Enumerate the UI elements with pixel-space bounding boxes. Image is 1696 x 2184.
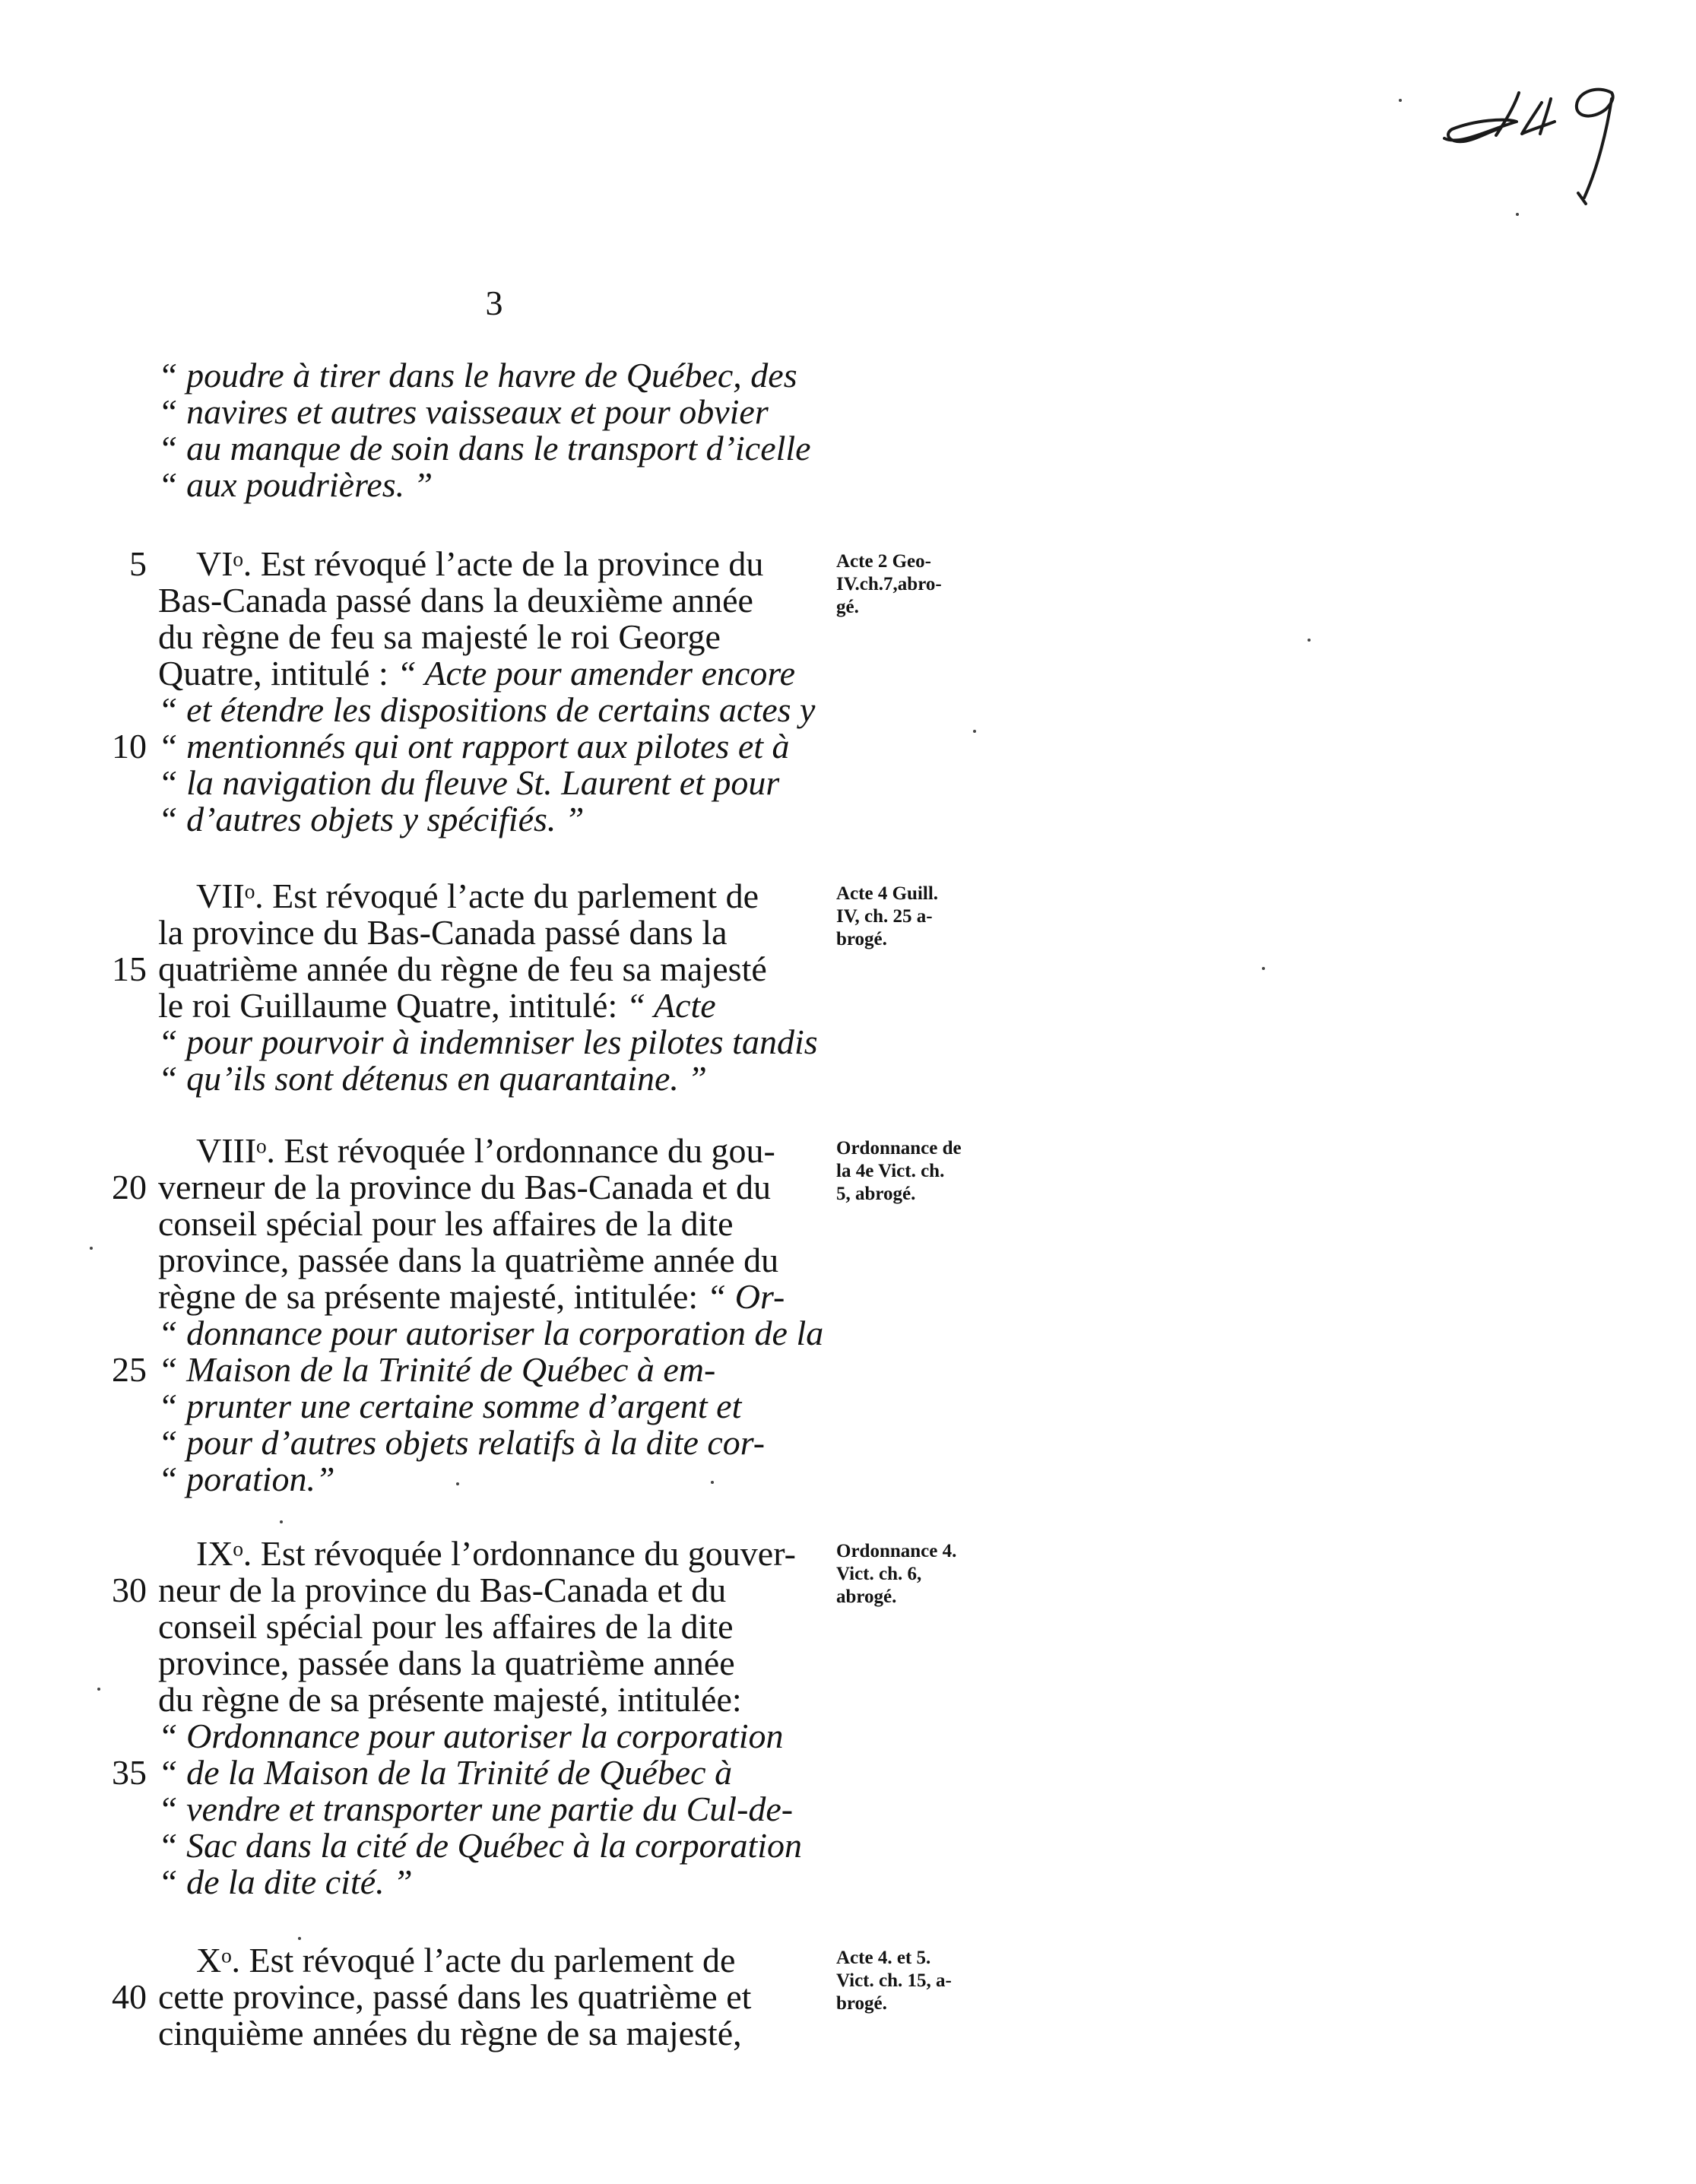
text-line [139, 394, 823, 430]
line-text [158, 655, 842, 692]
line-text: “ d’autres objets y spécifiés. ” [158, 800, 585, 838]
text-line [112, 1571, 823, 1609]
line-text: verneur de la province du Bas-Canada et du [158, 1168, 771, 1206]
line-number: 40 [112, 1977, 147, 2016]
text-line [139, 1060, 823, 1097]
line-number: 30 [112, 1571, 147, 1609]
line-text: la province du Bas-Canada passé dans la [158, 913, 728, 952]
margin-note: Acte 4. et 5. Vict. ch. 15, a- brogé. [836, 1948, 952, 2014]
line-text: “ Ordonnance pour autoriser la corporation [158, 1716, 784, 1755]
text-line [139, 801, 823, 838]
line-text: “ qu’ils sont détenus en quarantaine. ” [158, 1059, 707, 1098]
text-line [139, 1425, 823, 1461]
text-line [139, 2015, 823, 2052]
text-line [139, 1718, 823, 1754]
line-text: du règne de sa présente majesté, intitulée: [158, 1680, 742, 1719]
scan-speck [456, 1482, 459, 1485]
line-text: “ poudre à tirer dans le havre de Québec, des [158, 356, 797, 395]
line-text: province, passée dans la quatrième année du [158, 1241, 779, 1279]
line-text: “ poration.” [158, 1460, 335, 1498]
text-line [112, 949, 823, 988]
page-number: 3 [485, 284, 503, 322]
handwritten-folio-number [1429, 76, 1627, 236]
text-line [139, 765, 823, 801]
text-line [139, 655, 823, 692]
text-line [139, 1536, 823, 1572]
line-text: “ pour d’autres objets relatifs à la dite cor- [158, 1423, 766, 1462]
scan-speck [1516, 213, 1519, 216]
line-text: “ mentionnés qui ont rapport aux pilotes et à [158, 727, 790, 766]
line-text: “ aux poudrières. ” [158, 465, 433, 504]
text-line [139, 914, 823, 951]
line-text: VIᵒ. Est révoqué l’acte de la province du [196, 544, 764, 583]
scan-speck [1308, 639, 1311, 642]
folio-text: 449 [1429, 76, 1431, 77]
line-number: 35 [112, 1753, 147, 1792]
scan-speck [90, 1247, 93, 1250]
scan-speck [973, 730, 976, 733]
line-text: VIIᵒ. Est révoqué l’acte du parlement de [196, 876, 759, 915]
text-line [139, 878, 823, 914]
text-italic-quote: “ Acte [626, 986, 716, 1025]
text-line [139, 1827, 823, 1864]
line-text: “ au manque de soin dans le transport d’icelle [158, 429, 811, 468]
text-line [139, 582, 823, 619]
line-text: cette province, passé dans les quatrième et [158, 1977, 752, 2016]
line-text: Xᵒ. Est révoqué l’acte du parlement de [196, 1941, 736, 1980]
text-line [139, 1609, 823, 1645]
line-text: “ donnance pour autoriser la corporation de la [158, 1314, 824, 1352]
text-line [139, 1315, 823, 1352]
line-text: IXᵒ. Est révoquée l’ordonnance du gouver- [196, 1534, 796, 1573]
line-text: conseil spécial pour les affaires de la dite [158, 1204, 734, 1243]
line-text: province, passée dans la quatrième année [158, 1644, 735, 1682]
line-text: “ et étendre les dispositions de certains actes y [158, 690, 816, 729]
line-text: conseil spécial pour les affaires de la dite [158, 1607, 734, 1646]
text-line [139, 1645, 823, 1682]
line-text: cinquième années du règne de sa majesté, [158, 2014, 742, 2052]
scan-speck [280, 1520, 283, 1523]
text-line [139, 430, 823, 467]
text-line [112, 1168, 823, 1206]
line-text: VIIIᵒ. Est révoquée l’ordonnance du gou- [196, 1131, 775, 1170]
scan-speck [1399, 99, 1402, 102]
line-text: “ Maison de la Trinité de Québec à em- [158, 1350, 716, 1389]
text-line [139, 1461, 823, 1498]
text-line [129, 544, 823, 583]
line-text [158, 987, 842, 1024]
text-line [112, 1350, 823, 1389]
line-text: “ de la Maison de la Trinité de Québec à [158, 1753, 733, 1792]
text-line [112, 727, 823, 766]
scan-speck [97, 1688, 100, 1691]
line-text: neur de la province du Bas-Canada et du [158, 1571, 727, 1609]
margin-note: Acte 4 Guill. IV, ch. 25 a- brogé. [836, 883, 939, 949]
margin-note: Ordonnance de la 4e Vict. ch. 5, abrogé. [836, 1138, 962, 1204]
scan-speck [298, 1937, 301, 1940]
text-line [139, 1388, 823, 1425]
line-text: “ prunter une certaine somme d’argent et [158, 1387, 742, 1425]
text-roman: le roi Guillaume Quatre, intitulé: [158, 986, 626, 1025]
text-line [139, 357, 823, 394]
line-text: “ pour pourvoir à indemniser les pilotes tandis [158, 1022, 818, 1061]
line-number: 5 [129, 544, 147, 583]
text-line [139, 1024, 823, 1060]
text-line [139, 1864, 823, 1900]
line-number: 25 [112, 1350, 147, 1389]
text-line [139, 987, 823, 1024]
line-number: 20 [112, 1168, 147, 1206]
scan-speck [1262, 967, 1265, 970]
margin-note: Ordonnance 4. Vict. ch. 6, abrogé. [836, 1541, 957, 1607]
text-line [139, 467, 823, 503]
text-line [139, 619, 823, 655]
text-italic-quote: “ Acte pour amender encore [397, 654, 796, 693]
line-number: 10 [112, 727, 147, 766]
text-line [139, 1206, 823, 1242]
text-line [139, 1942, 823, 1979]
text-roman: règne de sa présente majesté, intitulée: [158, 1277, 707, 1316]
text-line [112, 1977, 823, 2016]
line-text: quatrième année du règne de feu sa majesté [158, 949, 767, 988]
text-italic-quote: “ Or- [706, 1277, 785, 1316]
text-line [139, 1682, 823, 1718]
line-text: “ vendre et transporter une partie du Cul-de- [158, 1789, 794, 1828]
scan-speck [711, 1481, 714, 1484]
text-line [139, 1279, 823, 1315]
text-line [139, 1791, 823, 1827]
text-line [112, 1753, 823, 1792]
text-line [139, 692, 823, 728]
line-text: du règne de feu sa majesté le roi George [158, 617, 721, 656]
line-text: “ la navigation du fleuve St. Laurent et pour [158, 763, 780, 802]
line-text: Bas-Canada passé dans la deuxième année [158, 581, 753, 620]
margin-note: Acte 2 Geo- IV.ch.7,abro- gé. [836, 551, 942, 617]
text-line [139, 1133, 823, 1169]
line-text: “ de la dite cité. ” [158, 1862, 413, 1901]
line-text: “ Sac dans la cité de Québec à la corporation [158, 1826, 803, 1865]
line-text [158, 1279, 842, 1315]
line-text: “ navires et autres vaisseaux et pour obvier [158, 392, 769, 431]
line-number: 15 [112, 949, 147, 988]
text-roman: Quatre, intitulé : [158, 654, 398, 693]
text-line [139, 1242, 823, 1279]
